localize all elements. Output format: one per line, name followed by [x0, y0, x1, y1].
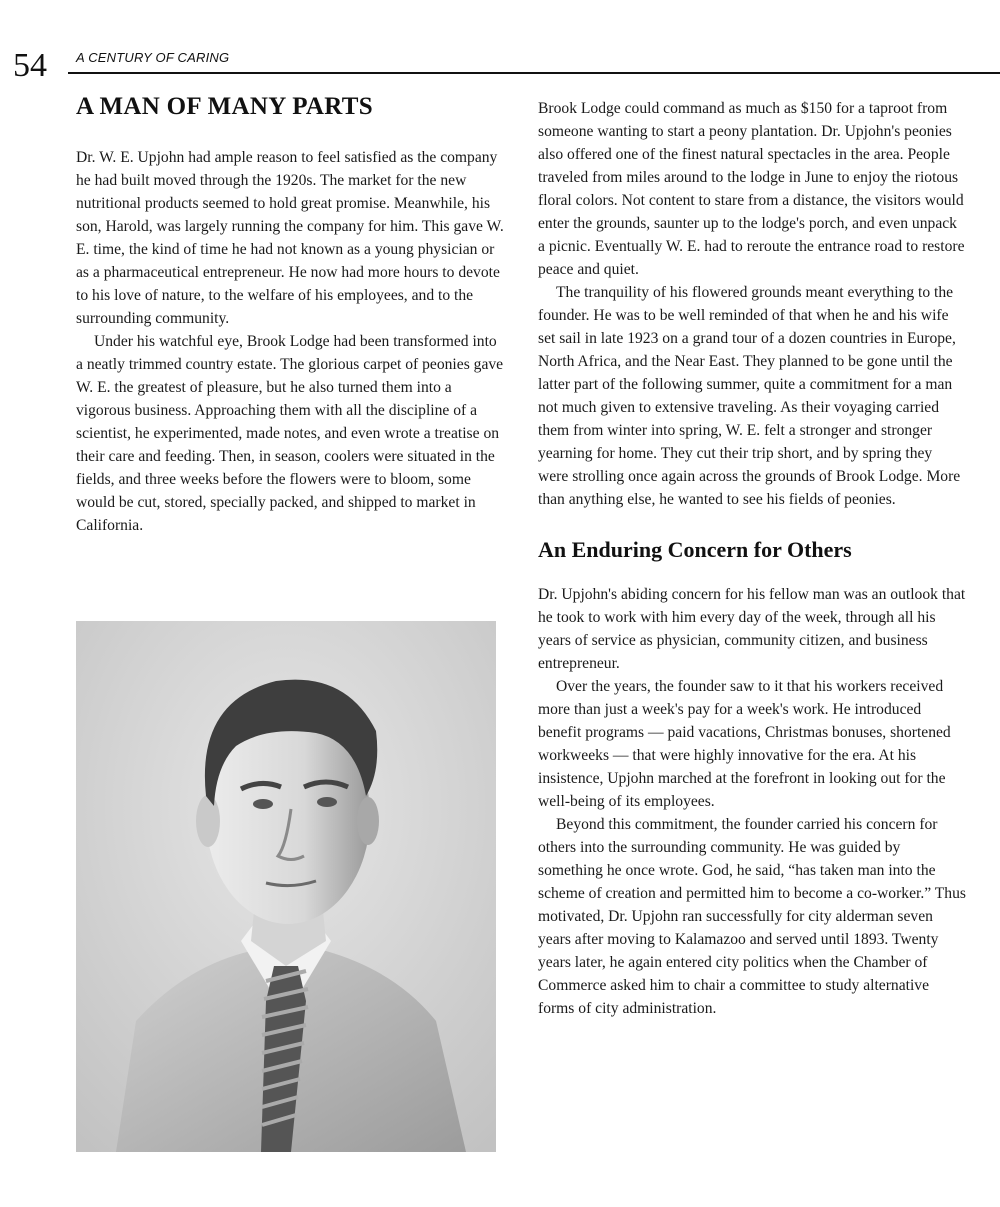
page-number: 54: [13, 47, 47, 84]
paragraph: Under his watchful eye, Brook Lodge had been transformed into a neatly trimmed country estate. The glorious carpet of peonies gave W. E. the greatest of pleasure, but he also turned them into a vigorous business. Approaching them with all the discipline of a scientist, he experimented, made notes, and even wrote a treatise on their care and feeding. Then, in season, coolers were situated in the fields, and three weeks before the flowers were to bloom, some would be cut, stored, specially packed, and shipped to market in California.: [76, 333, 504, 534]
paragraph: Dr. Upjohn's abiding concern for his fellow man was an outlook that he took to work with him every day of the week, through all his years of service as physician, community citizen, and business entrepreneur.: [538, 586, 966, 672]
paragraph: Over the years, the founder saw to it that his workers received more than just a week's pay for a week's work. He introduced benefit programs — paid vacations, Christmas bonuses, shortened workweeks — that were highly innovative for the era. At his insistence, Upjohn marched at the forefront in looking out for the well-being of its employees.: [538, 678, 951, 810]
running-head: A CENTURY OF CARING: [76, 50, 230, 65]
left-column: [76, 90, 506, 537]
right-column: [538, 97, 966, 1020]
page-header: [0, 40, 1000, 84]
header-rule: [68, 72, 1000, 74]
subsection-title: An Enduring Concern for Others: [538, 537, 852, 562]
paragraph: Beyond this commitment, the founder carried his concern for others into the surrounding community. He was guided by something he once wrote. God, he said, “has taken man into the scheme of creation and permitted him to become a co-worker.” Thus motivated, Dr. Upjohn ran successfully for city alderman seven years after moving to Kalamazoo and served until 1893. Twenty years later, he again entered city politics when the Chamber of Commerce asked him to chair a committee to study alternative forms of city administration.: [538, 816, 966, 1017]
paragraph: The tranquility of his flowered grounds meant everything to the founder. He was to be well reminded of that when he and his wife set sail in late 1923 on a grand tour of a dozen countries in Europe, North Africa, and the Near East. They planned to be gone until the latter part of the following summer, quite a commitment for a man not much given to extensive traveling. As their voyaging carried them from winter into spring, W. E. felt a stronger and stronger yearning for home. They cut their trip short, and by spring they were strolling once again across the grounds of Brook Lodge. More than anything else, he wanted to see his fields of peonies.: [538, 284, 961, 508]
paragraph: Brook Lodge could command as much as $150 for a taproot from someone wanting to start a peony plantation. Dr. Upjohn's peonies also offered one of the finest natural spectacles in the area. People traveled from miles around to the lodge in June to enjoy the riotous floral colors. Not content to stare from a distance, the visitors would enter the grounds, saunter up to the lodge's porch, and even unpack a picnic. Eventually W. E. had to reroute the entrance road to restore peace and quiet.: [538, 100, 965, 278]
portrait-photo: [76, 621, 496, 1152]
paragraph: Dr. W. E. Upjohn had ample reason to feel satisfied as the company he had built moved through the 1920s. The market for the new nutritional products seemed to hold great promise. Meanwhile, his son, Harold, was largely running the company for him. This gave W. E. time, the kind of time he had not known as a young physician or as a pharmaceutical entrepreneur. He now had more hours to devote to his love of nature, to the welfare of his employees, and to the surrounding community.: [76, 149, 504, 327]
section-title: A MAN OF MANY PARTS: [76, 93, 373, 120]
